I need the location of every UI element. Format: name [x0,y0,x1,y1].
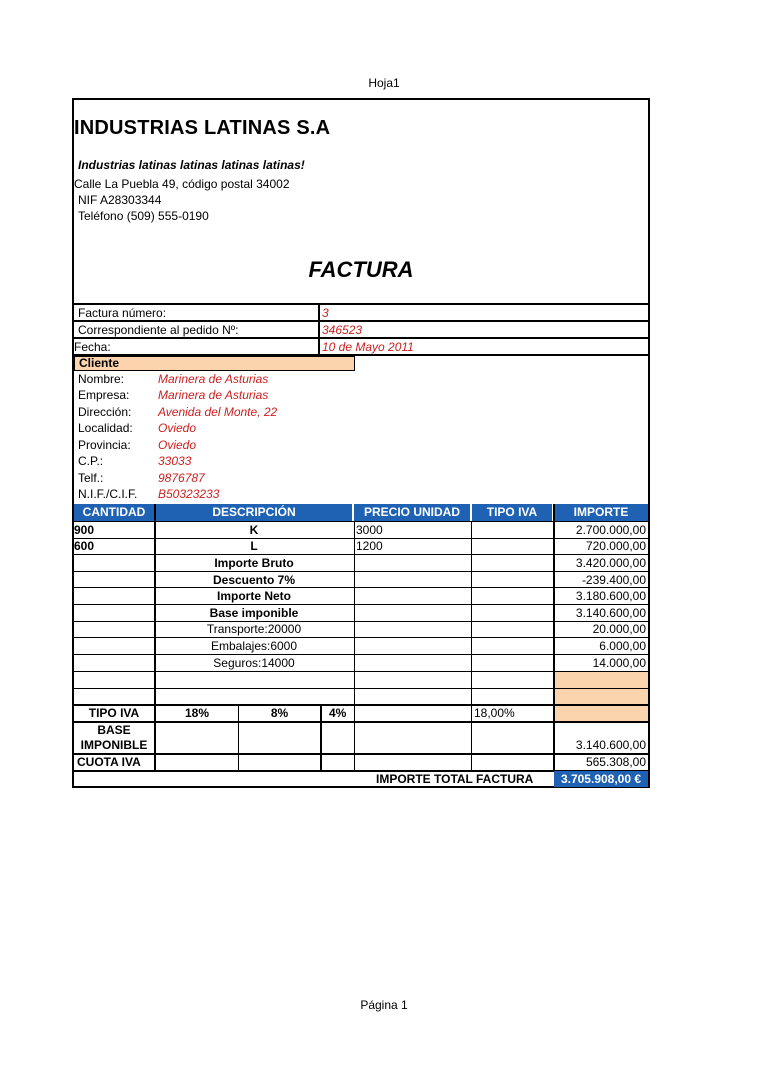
order-number-value: 346523 [322,323,363,337]
summary-label: Importe Bruto [214,556,294,570]
iva-rate: 18% [184,706,210,720]
client-value: Oviedo [158,421,197,435]
client-label: Provincia: [78,438,131,452]
column-header-cantidad: CANTIDAD [74,504,154,521]
iva-rate: 8% [270,706,289,720]
client-label: Localidad: [78,421,133,435]
invoice-number-label: Factura número: [78,306,167,320]
column-header-precio: PRECIO UNIDAD [354,504,470,521]
cuota-iva-label: CUOTA IVA [77,755,141,769]
client-value: Marinera de Asturias [158,388,269,402]
summary-value: 3.140.600,00 [575,606,646,620]
base-imponible-value: 3.140.600,00 [575,738,646,752]
company-address: Calle La Puebla 49, código postal 34002 [74,177,290,191]
client-label: C.P.: [78,454,104,468]
grid-line [354,521,355,704]
invoice-date-label: Fecha: [74,340,111,354]
summary-label: Base imponible [209,606,299,620]
invoice-number-value: 3 [322,306,329,320]
base-imponible-label: BASE [97,723,131,737]
importe-cell: 720.000,00 [585,539,646,553]
grid-line [154,720,156,770]
client-value: Avenida del Monte, 22 [158,405,278,419]
client-value: B50323233 [158,487,220,501]
summary-value: 20.000,00 [592,622,646,636]
client-label: N.I.F./C.I.F. [78,487,138,501]
grid-line [354,704,355,770]
iva-rate: 4% [329,706,347,720]
column-header-descripcion: DESCRIPCIÓN [156,504,352,521]
grid-line [320,704,322,770]
precio-cell: 3000 [356,523,383,537]
grid-line [553,504,555,770]
summary-value: 3.180.600,00 [575,589,646,603]
summary-value: 14.000,00 [592,656,646,670]
descripcion-cell: L [250,539,258,553]
divider [74,337,648,339]
summary-label: Descuento 7% [212,573,296,587]
summary-label: Transporte:20000 [206,622,302,636]
page-number: Página 1 [360,998,408,1012]
tipo-iva-label: TIPO IVA [88,706,140,720]
client-value: Oviedo [158,438,197,452]
company-tagline: Industrias latinas latinas latinas latinas! [78,158,305,172]
grid-line [74,688,648,689]
importe-cell [555,689,648,705]
importe-cell [555,672,648,688]
summary-value: 6.000,00 [599,639,646,653]
company-nif: NIF A28303344 [78,193,162,207]
summary-label: Seguros:14000 [213,656,295,670]
column-header-importe: IMPORTE [554,504,648,521]
grid-line [471,521,472,704]
grid-line [74,721,648,723]
total-value: 3.705.908,00 € [554,771,648,787]
divider [318,303,320,354]
cantidad-cell: 600 [74,539,95,553]
summary-label: Importe Neto [216,589,291,603]
divider [74,303,648,305]
client-label: Nombre: [78,372,125,386]
column-header-tipo-iva: TIPO IVA [472,504,552,521]
invoice-date-value: 10 de Mayo 2011 [322,340,414,354]
client-value: 33033 [158,454,192,468]
grid-line [74,671,648,672]
applied-iva-rate: 18,00% [474,706,515,720]
sheet-name: Hoja1 [368,76,400,90]
descripcion-cell: K [249,523,259,537]
summary-value: -239.400,00 [581,573,646,587]
client-value: Marinera de Asturias [158,372,269,386]
company-name: INDUSTRIAS LATINAS S.A [74,117,331,139]
divider [74,320,648,322]
cantidad-cell: 900 [74,523,95,537]
total-label: IMPORTE TOTAL FACTURA [376,772,534,786]
client-label: Telf.: [78,471,104,485]
importe-cell [555,705,648,721]
client-label: Empresa: [78,388,130,402]
client-heading: Cliente [74,356,355,371]
order-number-label: Correspondiente al pedido Nº: [78,323,239,337]
client-label: Dirección: [78,405,132,419]
importe-cell: 2.700.000,00 [575,523,646,537]
cuota-iva-value: 565.308,00 [585,755,646,769]
base-imponible-label: IMPONIBLE [80,738,148,752]
summary-label: Embalajes:6000 [210,639,298,653]
grid-line [471,704,472,770]
summary-value: 3.420.000,00 [575,556,646,570]
client-value: 9876787 [158,471,205,485]
document-title: FACTURA [308,257,414,282]
company-phone: Teléfono (509) 555-0190 [78,209,209,223]
precio-cell: 1200 [356,539,383,553]
